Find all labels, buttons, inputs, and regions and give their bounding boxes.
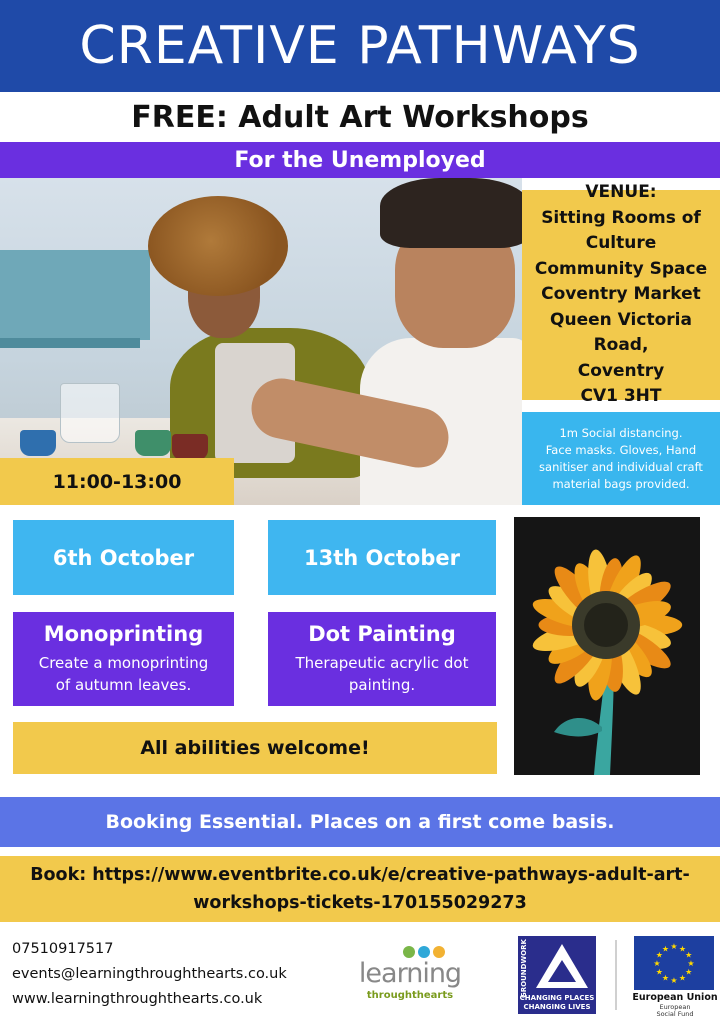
safety-line: material bags provided.: [552, 476, 690, 491]
contact-phone[interactable]: 07510917517: [12, 941, 114, 957]
eu-flag-icon: [634, 936, 714, 990]
eu-star-icon: ★: [678, 973, 687, 983]
eu-fund-label: [630, 1004, 720, 1018]
groundwork-tagline-line: CHANGING LIVES: [523, 1003, 591, 1011]
eu-star-icon: ★: [685, 950, 693, 960]
eu-name: European Union: [632, 992, 718, 1003]
photo-paint-pot: [172, 434, 208, 460]
abilities-banner: All abilities welcome!: [13, 722, 497, 774]
audience-banner: For the Unemployed: [0, 142, 720, 178]
session-date: 6th October: [13, 520, 234, 595]
photo-paint-pot: [135, 430, 171, 456]
workshop-card-monoprinting: [13, 612, 234, 706]
venue-box: [522, 182, 720, 407]
safety-line: sanitiser and individual craft: [539, 459, 703, 474]
logo-dots-icon: [403, 946, 445, 958]
safety-notice: [522, 412, 720, 505]
venue-line: Coventry: [577, 360, 665, 381]
contact-email[interactable]: events@learningthroughthearts.co.uk: [12, 966, 287, 982]
venue-line: Community Space: [534, 258, 708, 279]
eu-star-icon: ★: [687, 959, 695, 968]
eu-star-icon: ★: [655, 967, 663, 977]
photo-water-jar: [60, 383, 120, 443]
logo-divider: [615, 940, 617, 1010]
eu-star-icon: ★: [661, 973, 670, 983]
workshop-photo: [0, 178, 522, 505]
workshop-card-dot-painting: [268, 612, 496, 706]
booking-link[interactable]: workshops-tickets-170155029273: [193, 893, 527, 913]
venue-line: Culture: [585, 233, 657, 254]
session-date: 13th October: [268, 520, 496, 595]
contact-website[interactable]: www.learningthroughthearts.co.uk: [12, 991, 263, 1007]
groundwork-tagline: [518, 994, 596, 1012]
photo-woman-hair: [148, 196, 288, 296]
eu-star-icon: ★: [678, 944, 687, 954]
poster-title: CREATIVE PATHWAYS: [0, 0, 720, 92]
groundwork-logo: [518, 936, 596, 1014]
photo-shelf: [0, 338, 140, 348]
learning-through-the-arts-logo: [346, 944, 474, 1004]
sunflower-artwork: [514, 517, 700, 775]
eu-star-icon: ★: [655, 950, 663, 960]
eu-star-icon: ★: [661, 944, 670, 954]
eu-fund-line: Social Fund: [656, 1010, 694, 1018]
photo-cabinet: [0, 250, 150, 340]
workshop-description: Therapeutic acrylic dot: [295, 654, 469, 672]
workshop-title: Monoprinting: [43, 622, 204, 646]
venue-line: Queen Victoria Road,: [550, 309, 692, 356]
booking-link[interactable]: Book: https://www.eventbrite.co.uk/e/creative-pathways-adult-art-: [30, 865, 690, 885]
workshop-description: Create a monoprinting: [38, 654, 209, 672]
eu-fund-line: European: [659, 1003, 691, 1011]
eu-star-icon: ★: [685, 967, 693, 977]
venue-line: VENUE:: [585, 182, 657, 203]
venue-line: Sitting Rooms of: [541, 207, 701, 228]
workshop-title: Dot Painting: [308, 622, 456, 646]
safety-line: Face masks. Gloves, Hand: [545, 442, 697, 457]
booking-link-box: [0, 856, 720, 922]
session-time: 11:00-13:00: [0, 458, 234, 505]
european-union-logo: [630, 936, 716, 1018]
photo-paint-pot: [20, 430, 56, 456]
contact-details: [12, 937, 287, 1012]
workshop-description: painting.: [348, 676, 416, 694]
booking-essential-banner: Booking Essential. Places on a first come basis.: [0, 797, 720, 847]
poster-subtitle: FREE: Adult Art Workshops: [131, 99, 589, 135]
workshop-description: of autumn leaves.: [55, 676, 192, 694]
logo-wordmark: learning: [358, 958, 462, 989]
groundwork-name: GROUNDWORK: [520, 939, 528, 998]
logo-tagline: throughthearts: [366, 990, 454, 1001]
safety-line: 1m Social distancing.: [559, 425, 683, 440]
venue-line: Coventry Market: [541, 284, 701, 305]
eu-star-icon: ★: [670, 942, 678, 951]
eu-star-icon: ★: [653, 959, 661, 968]
photo-man-hair: [380, 178, 522, 248]
eu-star-icon: ★: [670, 976, 678, 985]
sunflower-icon: [514, 517, 700, 775]
groundwork-tagline-line: CHANGING PLACES: [519, 994, 595, 1002]
venue-line: CV1 3HT: [580, 386, 662, 407]
